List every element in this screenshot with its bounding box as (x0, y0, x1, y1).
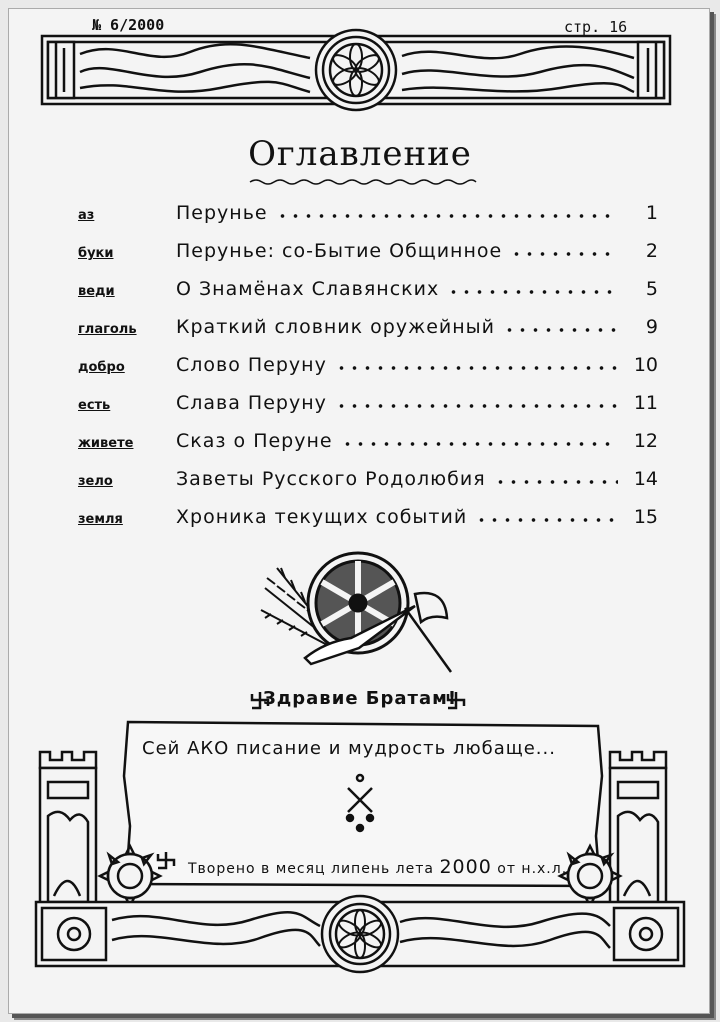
toc-row[interactable] (78, 352, 658, 390)
page-number: стр. 16 (564, 18, 628, 36)
toc-key: живете (78, 436, 134, 451)
toc-title: Перунье (176, 202, 268, 224)
toc-key: веди (78, 284, 115, 299)
toc-row[interactable] (78, 314, 658, 352)
toc-leader-dots (341, 440, 618, 448)
issue-number: № 6/2000 (92, 16, 165, 34)
motto: Здравие Братам! (262, 688, 458, 709)
toc-page: 15 (633, 506, 658, 528)
toc-page: 14 (633, 468, 658, 490)
toc-key: буки (78, 246, 114, 261)
toc-row[interactable] (78, 200, 658, 238)
colophon (188, 856, 567, 878)
colophon-prefix: Творено в месяц липень лета (188, 861, 434, 877)
toc-key: добро (78, 360, 125, 375)
toc-page: 11 (633, 392, 658, 414)
toc-leader-dots (510, 250, 618, 258)
toc-title: Сказ о Перуне (176, 430, 333, 452)
sun-gear-icon (100, 846, 160, 906)
axe-icon (405, 593, 451, 672)
toc-leader-dots (494, 478, 618, 486)
toc-title: О Знамёнах Славянских (176, 278, 440, 300)
page-title: Оглавление (248, 134, 472, 174)
toc-leader-dots (276, 212, 618, 220)
toc-row[interactable] (78, 466, 658, 504)
toc-row[interactable] (78, 276, 658, 314)
toc-title: Перунье: со-Бытие Общинное (176, 240, 503, 262)
toc-row[interactable] (78, 390, 658, 428)
toc-key: аз (78, 208, 95, 223)
colophon-suffix: от н.х.л. (497, 861, 568, 877)
toc-page: 12 (633, 430, 658, 452)
toc-page: 2 (645, 240, 658, 262)
toc-title: Заветы Русского Родолюбия (176, 468, 486, 490)
toc-key: зело (78, 474, 113, 489)
toc-title: Слово Перуну (176, 354, 327, 376)
toc-page: 1 (645, 202, 658, 224)
toc-leader-dots (335, 364, 618, 372)
toc-key: земля (78, 512, 123, 527)
toc-leader-dots (447, 288, 618, 296)
toc-leader-dots (475, 516, 618, 524)
toc-page: 5 (645, 278, 658, 300)
colophon-year: 2000 (439, 856, 492, 878)
title-underline (248, 178, 478, 186)
top-ornament-banner (40, 28, 672, 112)
toc-key: есть (78, 398, 111, 413)
table-of-contents (78, 200, 658, 542)
tower-icon (610, 752, 666, 908)
tower-icon (40, 752, 96, 908)
toc-key: глаголь (78, 322, 137, 337)
toc-title: Хроника текущих событий (176, 506, 468, 528)
toc-row[interactable] (78, 238, 658, 276)
toc-row[interactable] (78, 504, 658, 542)
toc-page: 9 (645, 316, 658, 338)
toc-leader-dots (503, 326, 618, 334)
toc-row[interactable] (78, 428, 658, 466)
rosette-icon (322, 896, 398, 972)
toc-page: 10 (633, 354, 658, 376)
toc-leader-dots (335, 402, 618, 410)
kolovrat-icon (446, 690, 466, 710)
scroll-inscription: Сей АКО писание и мудрость любаще... (142, 738, 556, 759)
toc-title: Слава Перуну (176, 392, 327, 414)
wheel-emblem-icon (255, 548, 465, 678)
toc-title: Краткий словник оружейный (176, 316, 496, 338)
rosette-icon (316, 30, 396, 110)
